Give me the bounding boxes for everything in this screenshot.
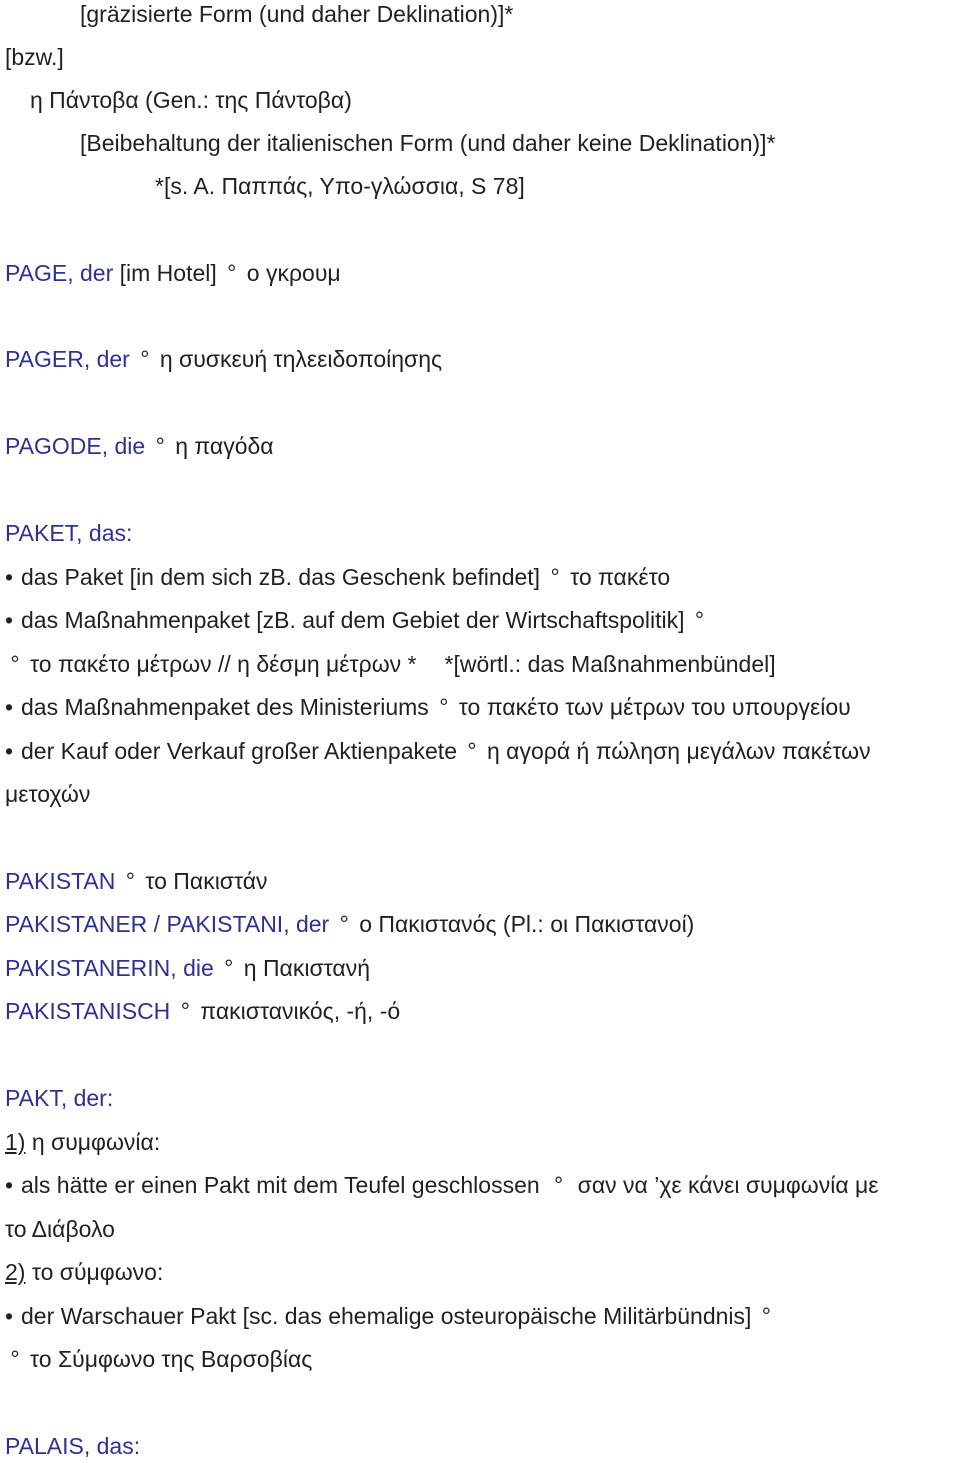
entry-pakistanisch	[5, 997, 400, 1025]
literal-note: *[wörtl.: das Maßnahmenbündel]	[444, 651, 776, 677]
greek-translation: ο Πακιστανός (Pl.: οι Πακιστανοί)	[359, 911, 695, 937]
separator-symbol: °	[339, 911, 349, 937]
bullet: •	[5, 738, 14, 764]
bullet: •	[5, 1303, 14, 1329]
sense-line	[5, 1128, 160, 1156]
german-example: das Paket [in dem sich zB. das Geschenk befindet]	[21, 564, 541, 590]
bullet: •	[5, 607, 14, 633]
greek-translation: η παγόδα	[175, 433, 274, 459]
entry-pakistan	[5, 867, 268, 895]
sense-text: το σύμφωνο:	[25, 1259, 164, 1285]
bullet: •	[5, 1172, 14, 1198]
greek-translation: πακιστανικός, -ή, -ό	[200, 998, 401, 1024]
greek-translation: το πακέτο μέτρων // η δέσμη μέτρων *	[30, 651, 417, 677]
german-example: der Kauf oder Verkauf großer Aktienpakete	[21, 738, 457, 764]
entry-pakistaner	[5, 910, 694, 938]
text-line: [bzw.]	[5, 44, 64, 70]
text-line: [gräzisierte Form (und daher Deklination)]*	[80, 1, 514, 27]
separator-symbol: °	[140, 346, 150, 372]
headword: PAKT, der:	[5, 1085, 114, 1111]
greek-translation: η συσκευή τηλεειδοποίησης	[159, 346, 443, 372]
sense-line	[5, 1258, 163, 1286]
headword: PAKET, das:	[5, 520, 133, 546]
greek-translation: η Πακιστανή	[243, 955, 371, 981]
separator-symbol: °	[125, 868, 135, 894]
bullet: •	[5, 694, 14, 720]
greek-translation: η αγορά ή πώληση μεγάλων πακέτων	[487, 738, 871, 764]
text-line: *[s. A. Παππάς, Υπο-γλώσσια, S 78]	[155, 173, 525, 199]
german-example: das Maßnahmenpaket des Ministeriums	[21, 694, 429, 720]
separator-symbol: °	[467, 738, 477, 764]
entry-pakistanerin	[5, 954, 370, 982]
headword: PAKISTAN	[5, 868, 116, 894]
separator-symbol: °	[10, 1346, 20, 1372]
german-example: der Warschauer Pakt [sc. das ehemalige osteuropäische Militärbündnis]	[21, 1303, 752, 1329]
headword: PAGE, der	[5, 260, 114, 286]
greek-continuation: το Διάβολο	[5, 1216, 115, 1242]
greek-translation: το Πακιστάν	[145, 868, 268, 894]
bullet: •	[5, 564, 14, 590]
separator-symbol: °	[180, 998, 190, 1024]
example-line	[5, 606, 714, 634]
example-line	[5, 1171, 879, 1199]
example-line	[5, 563, 670, 591]
example-line	[0, 1345, 312, 1373]
separator-symbol: °	[439, 694, 449, 720]
example-line	[5, 1302, 781, 1330]
sense-text: η συμφωνία:	[25, 1129, 161, 1155]
separator-symbol: °	[694, 607, 705, 633]
headword: PALAIS, das:	[5, 1433, 141, 1459]
greek-translation: το Σύμφωνο της Βαρσοβίας	[30, 1346, 313, 1372]
separator-symbol: °	[224, 955, 234, 981]
example-line	[5, 737, 871, 765]
separator-symbol: °	[155, 433, 165, 459]
example-line	[5, 693, 851, 721]
german-example: das Maßnahmenpaket [zB. auf dem Gebiet der Wirtschaftspolitik]	[21, 607, 685, 633]
entry-page	[5, 259, 341, 287]
separator-symbol: °	[761, 1303, 771, 1329]
separator-symbol: °	[227, 260, 237, 286]
headword: PAKISTANER / PAKISTANI, der	[5, 911, 330, 937]
headword: PAGODE, die	[5, 433, 146, 459]
greek-translation: το πακέτο των μέτρων του υπουργείου	[458, 694, 851, 720]
greek-continuation: μετοχών	[5, 781, 91, 807]
sense-number: 1)	[5, 1129, 26, 1155]
example-line	[0, 650, 776, 678]
text-line: [Beibehaltung der italienischen Form (und daher keine Deklination)]*	[80, 130, 776, 156]
separator-symbol: °	[550, 564, 560, 590]
entry-pagode	[5, 432, 274, 460]
greek-translation: το πακέτο	[570, 564, 671, 590]
text-line: η Πάντοβα (Gen.: της Πάντοβα)	[30, 87, 352, 113]
separator-symbol: °	[554, 1172, 564, 1198]
headword: PAKISTANERIN, die	[5, 955, 214, 981]
headword: PAKISTANISCH	[5, 998, 171, 1024]
note: [im Hotel]	[113, 260, 217, 286]
sense-number: 2)	[5, 1259, 26, 1285]
greek-translation: ο γκρουμ	[246, 260, 341, 286]
german-example: als hätte er einen Pakt mit dem Teufel geschlossen	[21, 1172, 540, 1198]
separator-symbol: °	[10, 651, 20, 677]
greek-translation: σαν να ’χε κάνει συμφωνία με	[577, 1172, 879, 1198]
headword: PAGER, der	[5, 346, 130, 372]
entry-pager	[5, 345, 442, 373]
